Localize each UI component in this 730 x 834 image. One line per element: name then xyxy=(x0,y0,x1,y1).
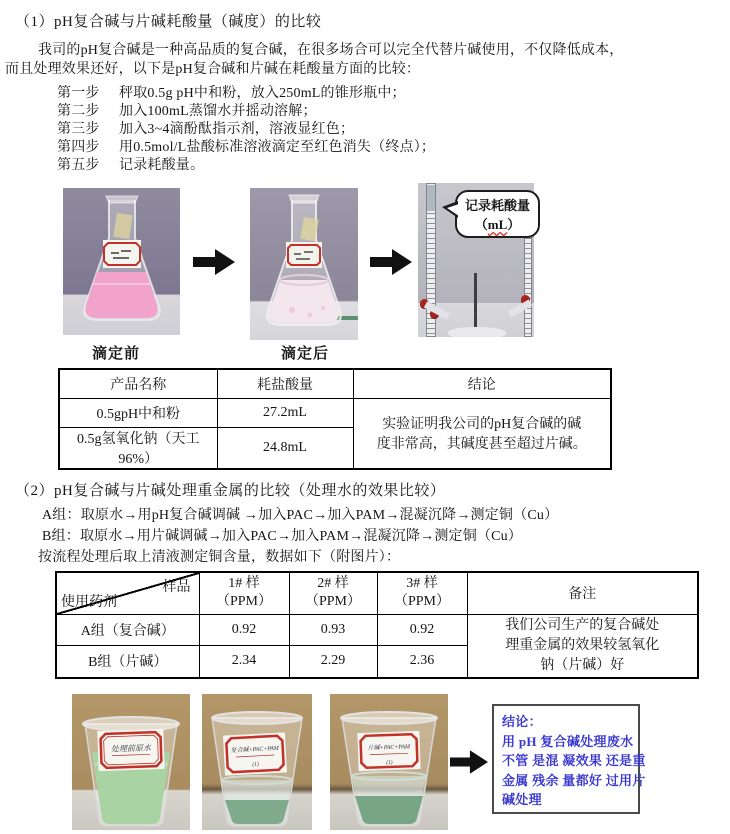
remark-line2: 理重金属的效果较氢氧化 xyxy=(505,637,660,653)
photo-flask-after-titration xyxy=(250,188,358,340)
group-a-v1: 0.92 xyxy=(199,614,289,645)
step-5 xyxy=(57,159,435,173)
table2-diagonal-corner-cell xyxy=(56,572,199,614)
acid-consumption-table xyxy=(58,368,612,470)
cup2-label-text: 复合碱+PAC+PAM xyxy=(230,745,280,755)
cup-label xyxy=(357,731,420,771)
table1-header-product: 产品名称 xyxy=(59,369,217,398)
arrow-right-icon xyxy=(193,248,235,276)
corner-label-reagent: 使用药剂 xyxy=(61,594,117,610)
section1-title: （1）pH复合碱与片碱耗酸量（碱度）的比较 xyxy=(15,14,322,30)
table1-row-neutral-powder xyxy=(59,398,611,427)
group-b-v1: 2.34 xyxy=(199,645,289,678)
sample2-line1: 2# 样 xyxy=(317,576,349,592)
burette-liquid xyxy=(427,185,435,211)
flask-label xyxy=(286,242,322,268)
group-a-v2: 0.93 xyxy=(289,614,377,645)
acid-value-cell: 24.8mL xyxy=(217,427,353,469)
table1-conclusion-cell xyxy=(353,398,611,469)
caption-before-titration: 滴定前 xyxy=(92,346,141,362)
step-3-text: 加入3~4滴酚酞指示剂，溶液显红色； xyxy=(119,122,355,137)
callout-line2 xyxy=(457,215,538,234)
group-b-name: B组（片碱） xyxy=(56,645,199,678)
table1-header-conclusion: 结论 xyxy=(353,369,611,398)
step-5-text: 记录耗酸量。 xyxy=(119,158,205,173)
table2-header-sample3 xyxy=(377,572,467,614)
procedure-steps xyxy=(57,87,435,173)
callout-line1: 记录耗酸量 xyxy=(464,198,530,213)
arrow-right-icon xyxy=(370,248,412,276)
step-4-label: 第四步 xyxy=(57,140,100,155)
flask-label xyxy=(103,240,141,268)
step-2-text: 加入100mL蒸馏水并摇动溶解； xyxy=(119,104,317,119)
group-b-v3: 2.36 xyxy=(377,645,467,678)
cup-illustration xyxy=(72,694,190,830)
flask-illustration xyxy=(63,188,180,335)
step-1-text: 秤取0.5g pH中和粉，放入250mL的锥形瓶中； xyxy=(119,86,406,101)
sample3-line2: （PPM） xyxy=(393,594,451,610)
section2-title: （2）pH复合碱与片碱处理重金属的比较（处理水的效果比较） xyxy=(15,483,446,499)
acid-value-cell: 27.2mL xyxy=(217,398,353,427)
photo-flask-before-titration xyxy=(63,188,180,335)
sample2-line2: （PPM） xyxy=(304,594,362,610)
photo-cup-flake-alkali xyxy=(330,694,448,830)
cup-label xyxy=(97,729,164,771)
cup2-sublabel-text: (1) xyxy=(252,761,259,769)
callout-paren-close: ） xyxy=(507,217,521,232)
group-a-v3: 0.92 xyxy=(377,614,467,645)
caption-after-titration: 滴定后 xyxy=(281,346,330,362)
intro-line1: 我司的pH复合碱是一种高品质的复合碱，在很多场合可以完全代替片碱使用，不仅降低成本， xyxy=(38,43,624,58)
final-conclusion-box xyxy=(492,704,646,814)
sample3-line1: 3# 样 xyxy=(406,576,438,592)
conclusion-box-line1: 用 pH 复合碱处理废水 xyxy=(502,733,634,749)
corner-label-sample: 样品 xyxy=(162,580,191,595)
cup-illustration xyxy=(202,694,312,830)
product-name-cell: 0.5gpH中和粉 xyxy=(59,398,217,427)
remark-line1: 我们公司生产的复合碱处 xyxy=(505,617,660,633)
step-4-text: 用0.5mol/L盐酸标准溶液滴定至红色消失（终点）； xyxy=(119,140,436,155)
table1-header-acid: 耗盐酸量 xyxy=(217,369,353,398)
step-5-label: 第五步 xyxy=(57,158,100,173)
conclusion-box-line4: 碱处理 xyxy=(502,792,542,807)
remark-line3: 钠（片碱）好 xyxy=(540,657,625,673)
conclusion-box-title: 结论： xyxy=(502,714,542,729)
process-note-line: 按流程处理后取上清液测定铜含量，数据如下（附图片）： xyxy=(38,550,401,565)
table2-header-sample1 xyxy=(199,572,289,614)
step-1-label: 第一步 xyxy=(57,86,100,101)
table2-row-group-a xyxy=(56,614,698,645)
photo-cup-compound-alkali xyxy=(202,694,312,830)
conclusion-line1: 实验证明我公司的pH复合碱的碱 xyxy=(382,417,582,432)
callout-unit: mL xyxy=(487,217,508,232)
table2-header-sample2 xyxy=(289,572,377,614)
step-1 xyxy=(57,87,435,101)
step-2 xyxy=(57,105,435,119)
arrow-right-icon xyxy=(450,748,488,776)
process-a-line: A组：取原水→用pH复合碱调碱 →加入PAC→加入PAM→混凝沉降→测定铜（Cu） xyxy=(42,508,559,523)
intro-line2: 而且处理效果还好，以下是pH复合碱和片碱在耗酸量方面的比较： xyxy=(5,62,421,77)
heavy-metal-table xyxy=(55,571,699,679)
table2-header-remark: 备注 xyxy=(467,572,698,614)
record-acid-callout xyxy=(455,190,540,238)
group-b-v2: 2.29 xyxy=(289,645,377,678)
sample1-line1: 1# 样 xyxy=(228,576,260,592)
photo-cup-raw-water xyxy=(72,694,190,830)
process-b-line: B组：取原水→用片碱调碱→加入PAC→加入PAM→混凝沉降→测定铜（Cu） xyxy=(42,529,523,544)
step-2-label: 第二步 xyxy=(57,104,100,119)
stir-rod xyxy=(474,273,477,333)
group-a-name: A组（复合碱） xyxy=(56,614,199,645)
cup-illustration xyxy=(330,694,448,830)
step-3-label: 第三步 xyxy=(57,122,100,137)
table1-header-row xyxy=(59,369,611,398)
conclusion-box-line2: 不管 是混 凝效果 还是重 xyxy=(502,753,646,768)
cup1-label-text: 处理前原水 xyxy=(110,743,152,754)
product-name-cell: 0.5g氢氧化钠（天工96%） xyxy=(59,427,217,469)
sample1-line2: （PPM） xyxy=(215,594,273,610)
callout-paren-open: （ xyxy=(474,217,488,232)
table2-header-row xyxy=(56,572,698,614)
conclusion-box-line3: 金属 残余 量都好 过用片 xyxy=(502,772,646,788)
cup-label xyxy=(223,732,287,775)
flask-illustration xyxy=(250,188,358,340)
step-3 xyxy=(57,123,435,137)
cup3-sublabel-text: (1) xyxy=(386,759,393,767)
stand-base xyxy=(448,327,506,337)
step-4 xyxy=(57,141,435,155)
cup3-label-text: 片碱+PAC+PAM xyxy=(367,744,411,752)
table2-remark-cell xyxy=(467,614,698,678)
conclusion-line2: 度非常高，其碱度甚至超过片碱。 xyxy=(376,437,587,452)
